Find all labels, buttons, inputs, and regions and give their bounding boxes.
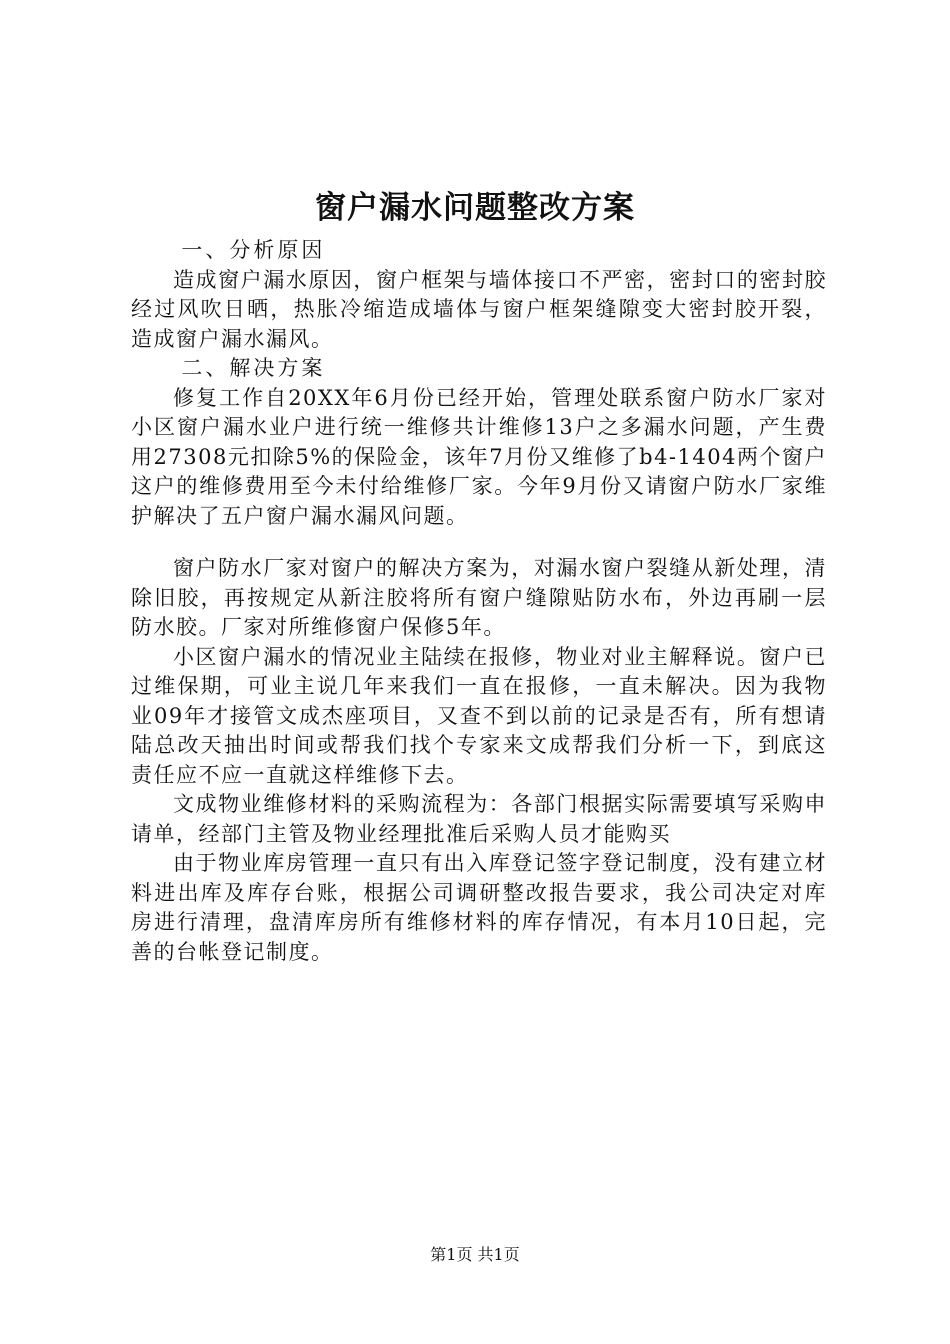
section-heading-analysis: 一、分析原因 <box>181 238 326 262</box>
document-body <box>131 236 827 967</box>
paragraph-procurement: 文成物业维修材料的采购流程为：各部门根据实际需要填写采购申请单，经部门主管及物业经理批准后采购人员才能购买 <box>131 792 827 846</box>
document-title: 窗户漏水问题整改方案 <box>315 190 635 226</box>
section-heading-solution: 二、解决方案 <box>181 356 326 380</box>
paragraph-spacer <box>131 531 827 554</box>
paragraph-owner-reports: 小区窗户漏水的情况业主陆续在报修，物业对业主解释说。窗户已过维保期，可业主说几年来我们一直在报修，一直未解决。因为我物业09年才接管文成杰座项目，又查不到以前的记录是否有，所有想请陆总改天抽出时间或帮我们找个专家来文成帮我们分析一下，到底这责任应不应一直就这样维修下去。 <box>131 644 827 787</box>
paragraph-warehouse: 由于物业库房管理一直只有出入库登记签字登记制度，没有建立材料进出库及库存台账，根据公司调研整改报告要求，我公司决定对库房进行清理，盘清库房所有维修材料的库存情况，有本月10日起，完善的台帐登记制度。 <box>131 851 827 964</box>
paragraph-cause: 造成窗户漏水原因，窗户框架与墙体接口不严密，密封口的密封胶经过风吹日晒，热胀冷缩造成墙体与窗户框架缝隙变大密封胶开裂，造成窗户漏水漏风。 <box>131 267 827 351</box>
page-number: 第1页 共1页 <box>430 1245 520 1264</box>
paragraph-repair-history: 修复工作自20XX年6月份已经开始，管理处联系窗户防水厂家对小区窗户漏水业户进行统一维修共计维修13户之多漏水问题，产生费用27308元扣除5%的保险金，该年7月份又维修了b4-1404两个窗户这户的维修费用至今未付给维修厂家。今年9月份又请窗户防水厂家维护解决了五户窗户漏水漏风问题。 <box>131 385 827 528</box>
paragraph-vendor-solution: 窗户防水厂家对窗户的解决方案为，对漏水窗户裂缝从新处理，清除旧胶，再按规定从新注胶将所有窗户缝隙贴防水布，外边再刷一层防水胶。厂家对所维修窗户保修5年。 <box>131 556 827 639</box>
